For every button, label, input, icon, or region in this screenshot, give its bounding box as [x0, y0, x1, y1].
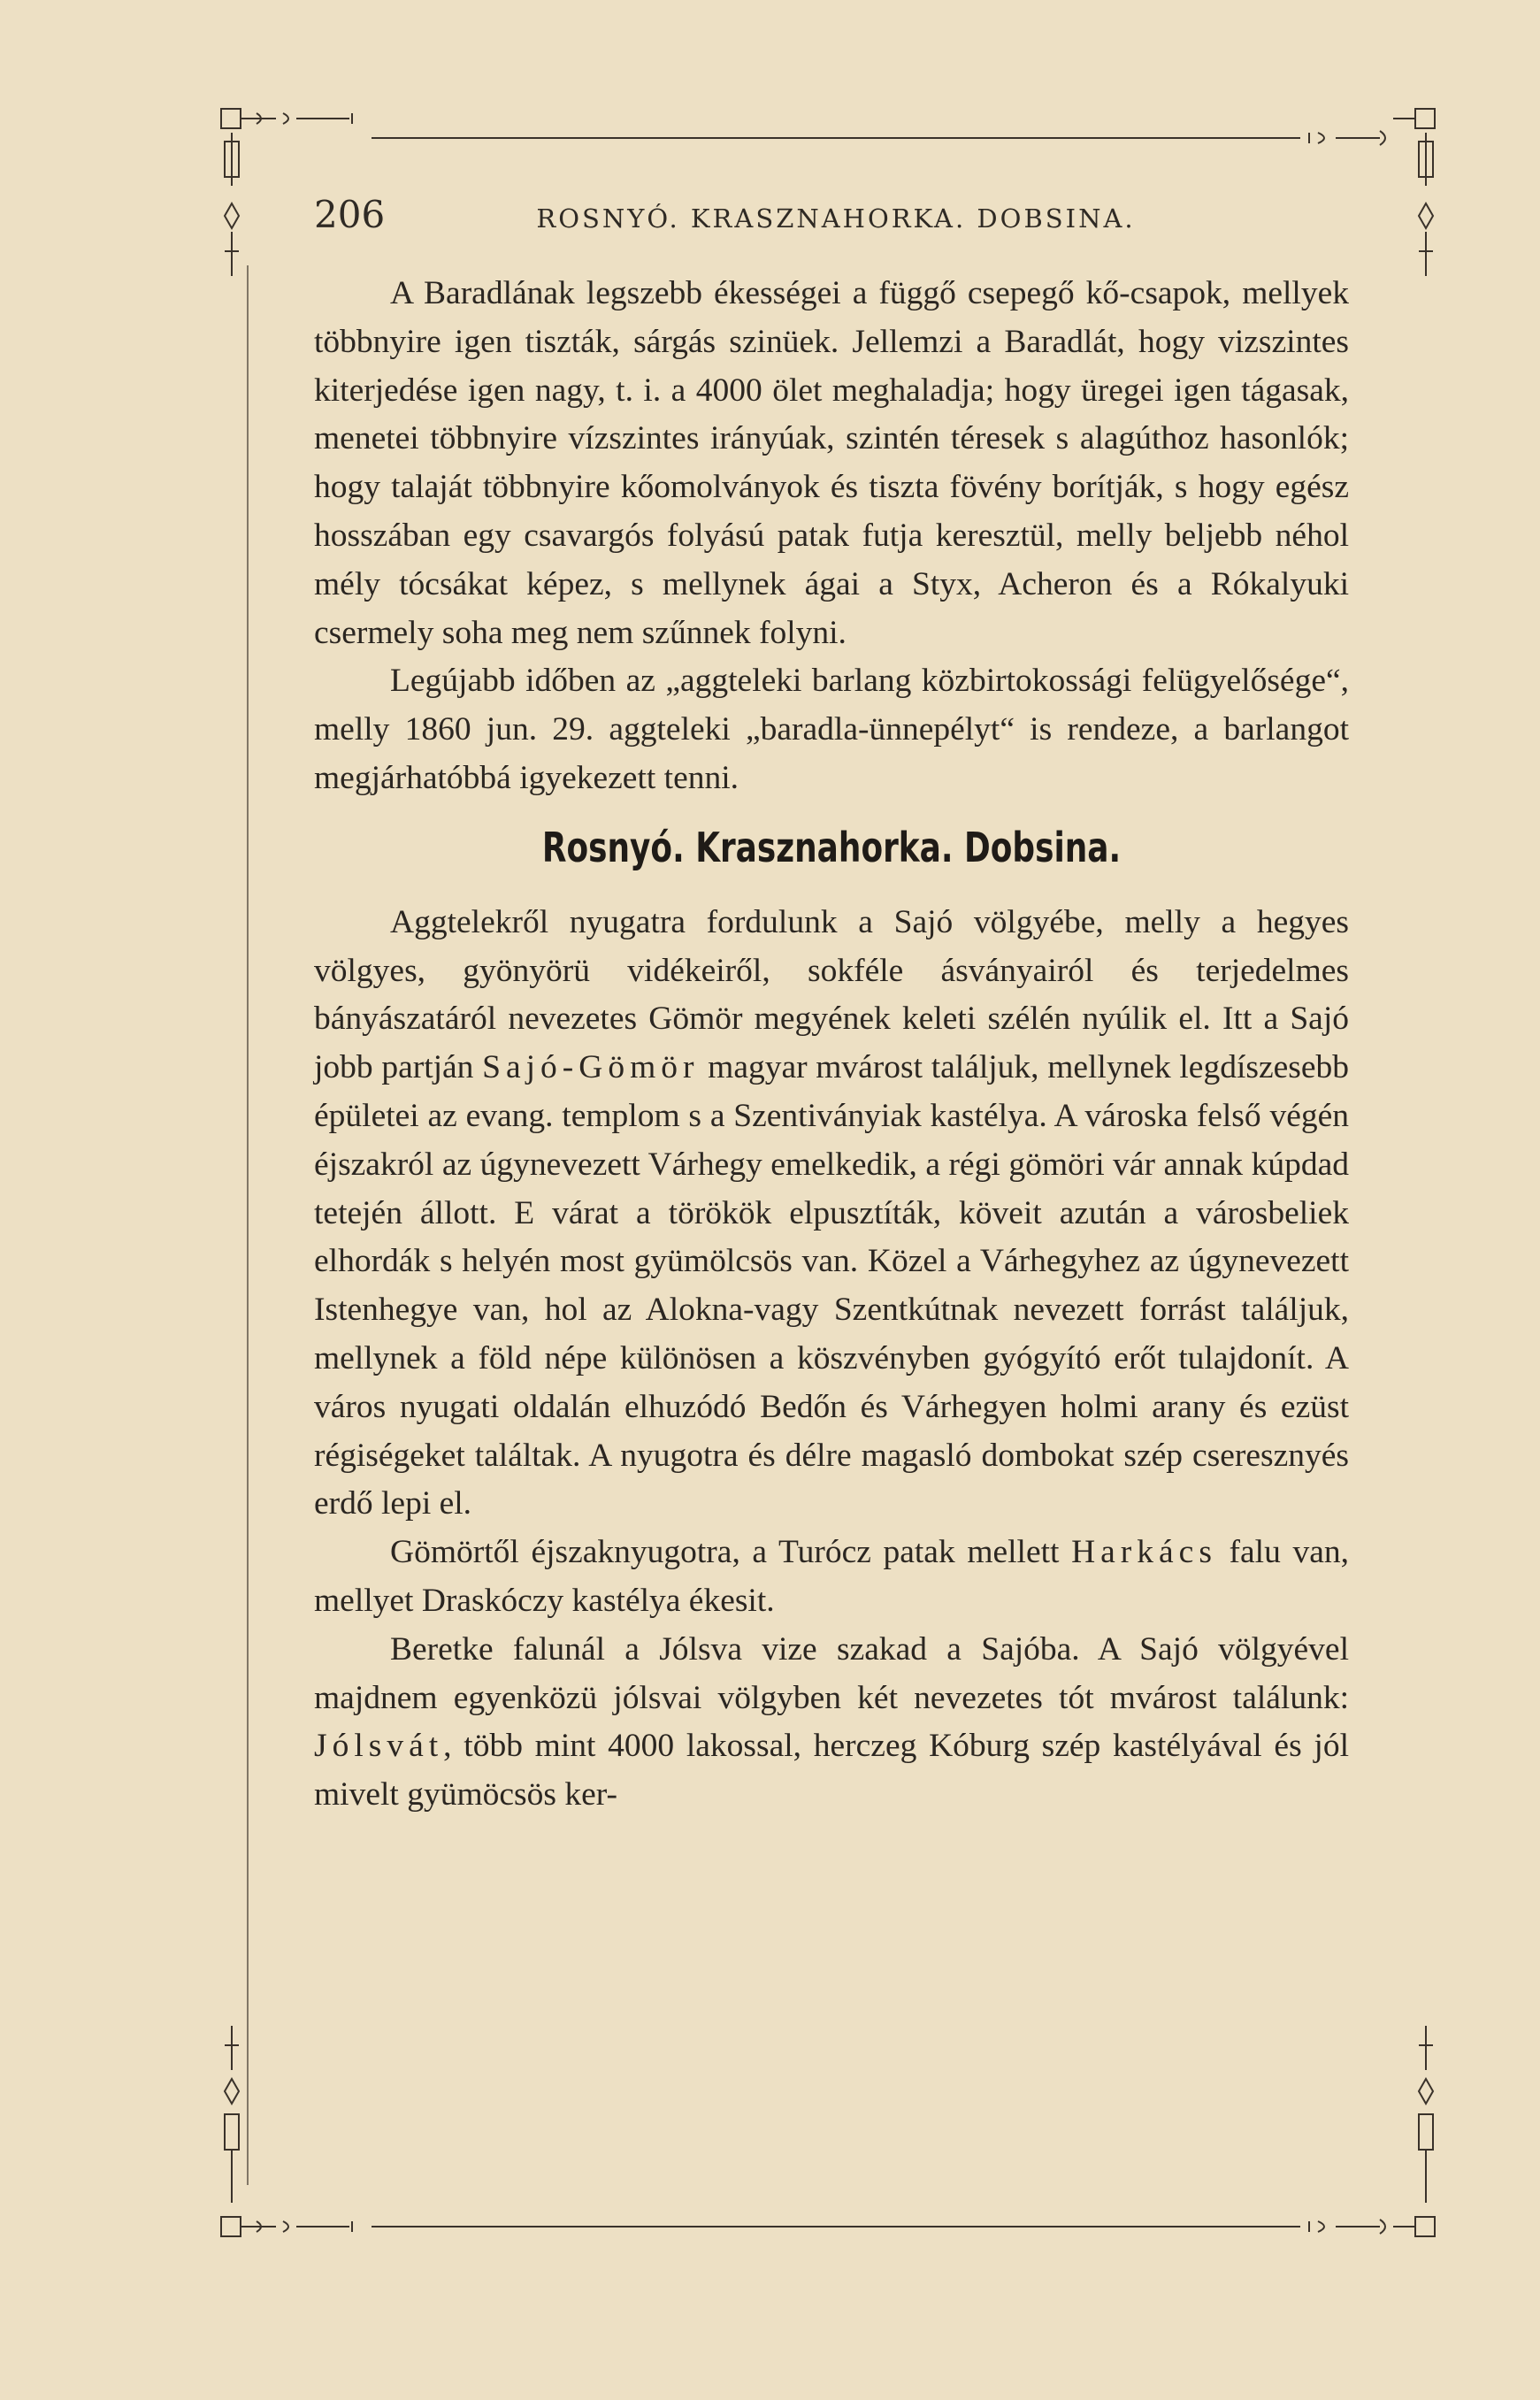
- paragraph-recent: Legújabb időben az „aggteleki barlang közbirtokossági felügyelősége“, melly 1860 jun. 29. aggteleki „baradla-ünnepélyt“ is rendeze, a barlangot megjárhatóbbá igyekezett tenni.: [314, 663, 1349, 796]
- place-name: Jólsvát: [314, 1728, 444, 1765]
- place-name: Sajó-Gömör: [482, 1049, 700, 1086]
- section-title: Rosnyó. Krasznahorka. Dobsina.: [541, 823, 1122, 871]
- bottom-right-ornament: [1274, 2026, 1435, 2236]
- paragraph-harkacs: Gömörtől éjszaknyugotra, a Turócz patak mellett Harkács falu van, mellyet Draskóczy kastélya ékesit.: [314, 1534, 1349, 1619]
- paragraph-baradla: A Baradlának legszebb ékességei a függő csepegő kő-csapok, mellyek többnyire igen tiszták, sárgás szinüek. Jellemzi a Baradlát, hogy vizszintes kiterjedése igen nagy, t. i. a 4000 ölet meghaladja; hogy üregei igen tágasak, menetei többnyire vízszintes irányúak, szintén téresek s alagúthoz hasonlók; hogy talaját többnyire kőomolványok és tiszta fövény borítják, s hogy egész hosszában egy csavargós folyású patak futja keresztül, melly beljebb néhol mély tócsákat képez, s mellynek ágai a Styx, Acheron és a Rókalyuki csermely soha meg nem szűnnek folyni.: [314, 275, 1349, 651]
- running-head: ROSNYÓ. KRASZNAHORKA. DOBSINA.: [536, 203, 1136, 234]
- paragraph-jolsva: Beretke falunál a Jólsva vize szakad a Sajóba. A Sajó völgyével majdnem egyenközü jólsvai völgyben két nevezetes tót mvárost találunk: Jólsvát, több mint 4000 lakossal, herczeg Kóburg szép kastélyával és jól mivelt gyümöcsös ker-: [314, 1630, 1349, 1813]
- body-text: [314, 270, 1349, 1820]
- page-number: 206: [314, 193, 386, 236]
- paragraph-sajo-gomor: Aggtelekről nyugatra fordulunk a Sajó völgyébe, melly a hegyes völgyes, gyönyörü vidékeiről, sokféle ásványairól és terjedelmes bányászatáról nevezetes Gömör megyének keleti szélén nyúlik el. Itt a Sajó jobb partján Sajó-Gömör magyar mvárost találjuk, mellynek legdíszesebb épületei az evang. templom s a Szentiványiak kastélya. A városka felső végén éjszakról az úgynevezett Várhegy emelkedik, a régi gömöri vár annak kúpdad tetején állott. E várat a törökök elpusztíták, köveit azután a városbeliek elhordák s helyén most gyümölcsös van. Közel a Várhegyhez az úgynevezett Istenhegye van, hol az Alokna-vagy Szentkútnak nevezett forrást találjuk, mellynek a föld népe különösen a köszvényben gyógyító erőt tulajdonít. A város nyugati oldalán elhuzódó Bedőn és Várhegyen holmi arany és ezüst régiségeket találtak. A nyugotra és délre magasló dombokat szép cseresznyés erdő lepi el.: [314, 903, 1349, 1522]
- place-name: Harkács: [1071, 1534, 1217, 1571]
- page-header: [314, 193, 1358, 246]
